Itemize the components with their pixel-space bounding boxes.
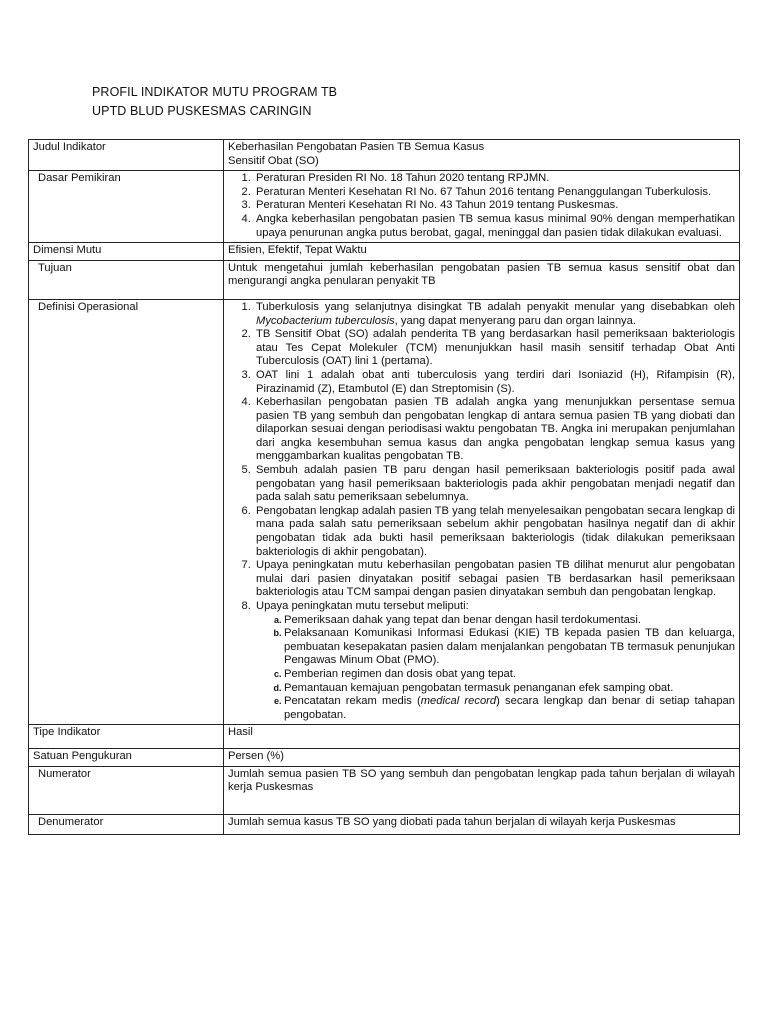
- row-tipe-indikator: [29, 725, 740, 749]
- upaya-item-e: e. Pencatatan rekam medis (medical record) secara lengkap dan benar di setiap tahapan pengobatan.: [284, 695, 735, 722]
- row-dimensi-mutu: [29, 243, 740, 261]
- definisi-item-4: 4. Keberhasilan pengobatan pasien TB adalah angka yang menunjukkan persentase semua pasien TB yang sembuh dan pengobatan lengkap di antara semua pasien TB yang diobati dan dilaporkan sesuai dengan periodisasi waktu pengobatan TB. Angka ini merupakan penjumlahan dari angka kesembuhan semua kasus dan angka pengobatan lengkap semua kasus yang menggambarkan kualitas pengobatan TB.: [254, 396, 735, 464]
- value-judul-indikator: [224, 140, 740, 171]
- value-dasar-pemikiran: [224, 171, 740, 243]
- document-header: [92, 83, 337, 121]
- value-denumerator: [224, 814, 740, 835]
- upaya-sub-list: [256, 614, 735, 723]
- value-tipe-indikator: Hasil: [224, 725, 740, 749]
- dasar-item: 2. Peraturan Menteri Kesehatan RI No. 67 Tahun 2016 tentang Penanggulangan Tuberkulosis.: [254, 186, 735, 200]
- label-tujuan: Tujuan: [29, 260, 224, 299]
- definisi-item-8-text: Upaya peningkatan mutu tersebut meliputi:: [256, 600, 469, 612]
- label-judul-indikator: Judul Indikator: [29, 140, 224, 171]
- row-satuan-pengukuran: [29, 748, 740, 766]
- dasar-item: 1. Peraturan Presiden RI No. 18 Tahun 2020 tentang RPJMN.: [254, 172, 735, 186]
- numerator-text: Jumlah semua pasien TB SO yang sembuh dan pengobatan lengkap pada tahun berjalan di wilayah kerja Puskesmas: [228, 767, 735, 794]
- label-denumerator: Denumerator: [29, 814, 224, 835]
- upaya-item-b: b. Pelaksanaan Komunikasi Informasi Edukasi (KIE) TB kepada pasien TB dan keluarga, pembuatan kesepakatan pasien dalam menjalankan pengobatan TB termasuk penunjukan Pengawas Minum Obat (PMO).: [284, 627, 735, 668]
- label-satuan-pengukuran: Satuan Pengukuran: [29, 748, 224, 766]
- indicator-profile-table: [28, 139, 740, 835]
- definisi-item-1: 1. Tuberkulosis yang selanjutnya disingkat TB adalah penyakit menular yang disebabkan oleh Mycobacterium tuberculosis, yang dapat menyerang paru dan organ lainnya.: [254, 301, 735, 328]
- row-denumerator: [29, 814, 740, 835]
- dasar-item: 3. Peraturan Menteri Kesehatan RI No. 43 Tahun 2019 tentang Puskesmas.: [254, 199, 735, 213]
- definisi-item-5: 5. Sembuh adalah pasien TB paru dengan hasil pemeriksaan bakteriologis positif pada awal pengobatan yang hasil pemeriksaan bakteriologis pada akhir pengobatan menjadi negatif dan pada salah satu pemeriksaan sebelumnya.: [254, 464, 735, 505]
- definisi-item-2: 2. TB Sensitif Obat (SO) adalah penderita TB yang berdasarkan hasil pemeriksaan bakteriologis atau Tes Cepat Molekuler (TCM) menunjukkan hasil masih sensitif terhadap Obat Anti Tuberculosis (OAT) lini 1 (pertama).: [254, 328, 735, 369]
- upaya-item-d: d. Pemantauan kemajuan pengobatan termasuk penanganan efek samping obat.: [284, 682, 735, 696]
- label-tipe-indikator: Tipe Indikator: [29, 725, 224, 749]
- label-numerator: Numerator: [29, 766, 224, 814]
- value-dimensi-mutu: Efisien, Efektif, Tepat Waktu: [224, 243, 740, 261]
- judul-line-2: Sensitif Obat (SO): [228, 154, 319, 167]
- dasar-list: [228, 172, 735, 240]
- document-subtitle: UPTD BLUD PUSKESMAS CARINGIN: [92, 104, 312, 118]
- definisi-item-7: 7. Upaya peningkatan mutu keberhasilan pengobatan pasien TB dilihat menurut alur pengobatan mulai dari pasien dinyatakan positif sebagai pasien TB berdasarkan hasil pemeriksaan bakteriologis atau TCM sampai dengan pasien dinyatakan sembuh dan pengobatan lengkap.: [254, 559, 735, 600]
- judul-line-1: Keberhasilan Pengobatan Pasien TB Semua Kasus: [228, 141, 485, 153]
- definisi-item-6: 6. Pengobatan lengkap adalah pasien TB yang telah menyelesaikan pengobatan secara lengkap di mana pada salah satu pemeriksaan sebelum akhir pengobatan hasilnya negatif dan di akhir pengobatan tidak ada bukti hasil pemeriksaan bakteriologis (tidak dilakukan pemeriksaan bakteriologis di akhir pengobatan).: [254, 505, 735, 559]
- definisi-item-8: [254, 600, 735, 722]
- row-judul-indikator: [29, 140, 740, 171]
- label-definisi-operasional: Definisi Operasional: [29, 299, 224, 724]
- value-definisi-operasional: [224, 299, 740, 724]
- row-numerator: [29, 766, 740, 814]
- label-dasar-pemikiran: Dasar Pemikiran: [29, 171, 224, 243]
- label-dimensi-mutu: Dimensi Mutu: [29, 243, 224, 261]
- species-name: Mycobacterium tuberculosis: [256, 314, 395, 327]
- upaya-item-a: a. Pemeriksaan dahak yang tepat dan benar dengan hasil terdokumentasi.: [284, 614, 735, 628]
- definisi-list: [228, 301, 735, 722]
- value-numerator: [224, 766, 740, 814]
- tujuan-text: Untuk mengetahui jumlah keberhasilan pengobatan pasien TB semua kasus sensitif obat dan mengurangi angka penularan penyakit TB: [228, 261, 735, 288]
- denumerator-text: Jumlah semua kasus TB SO yang diobati pada tahun berjalan di wilayah kerja Puskesmas: [228, 815, 676, 828]
- document-title: PROFIL INDIKATOR MUTU PROGRAM TB: [92, 85, 338, 99]
- medical-record-term: medical record: [420, 695, 497, 708]
- row-dasar-pemikiran: [29, 171, 740, 243]
- row-definisi-operasional: [29, 299, 740, 724]
- dasar-item: 4. Angka keberhasilan pengobatan pasien TB semua kasus minimal 90% dengan memperhatikan upaya penurunan angka putus berobat, gagal, meninggal dan pasien tidak dilakukan evaluasi.: [254, 213, 735, 240]
- definisi-item-3: 3. OAT lini 1 adalah obat anti tuberculosis yang terdiri dari Isoniazid (H), Rifampisin (R), Pirazinamid (Z), Etambutol (E) dan Streptomisin (S).: [254, 369, 735, 396]
- row-tujuan: [29, 260, 740, 299]
- upaya-item-c: c. Pemberian regimen dan dosis obat yang tepat.: [284, 668, 735, 682]
- value-tujuan: [224, 260, 740, 299]
- value-satuan-pengukuran: Persen (%): [224, 748, 740, 766]
